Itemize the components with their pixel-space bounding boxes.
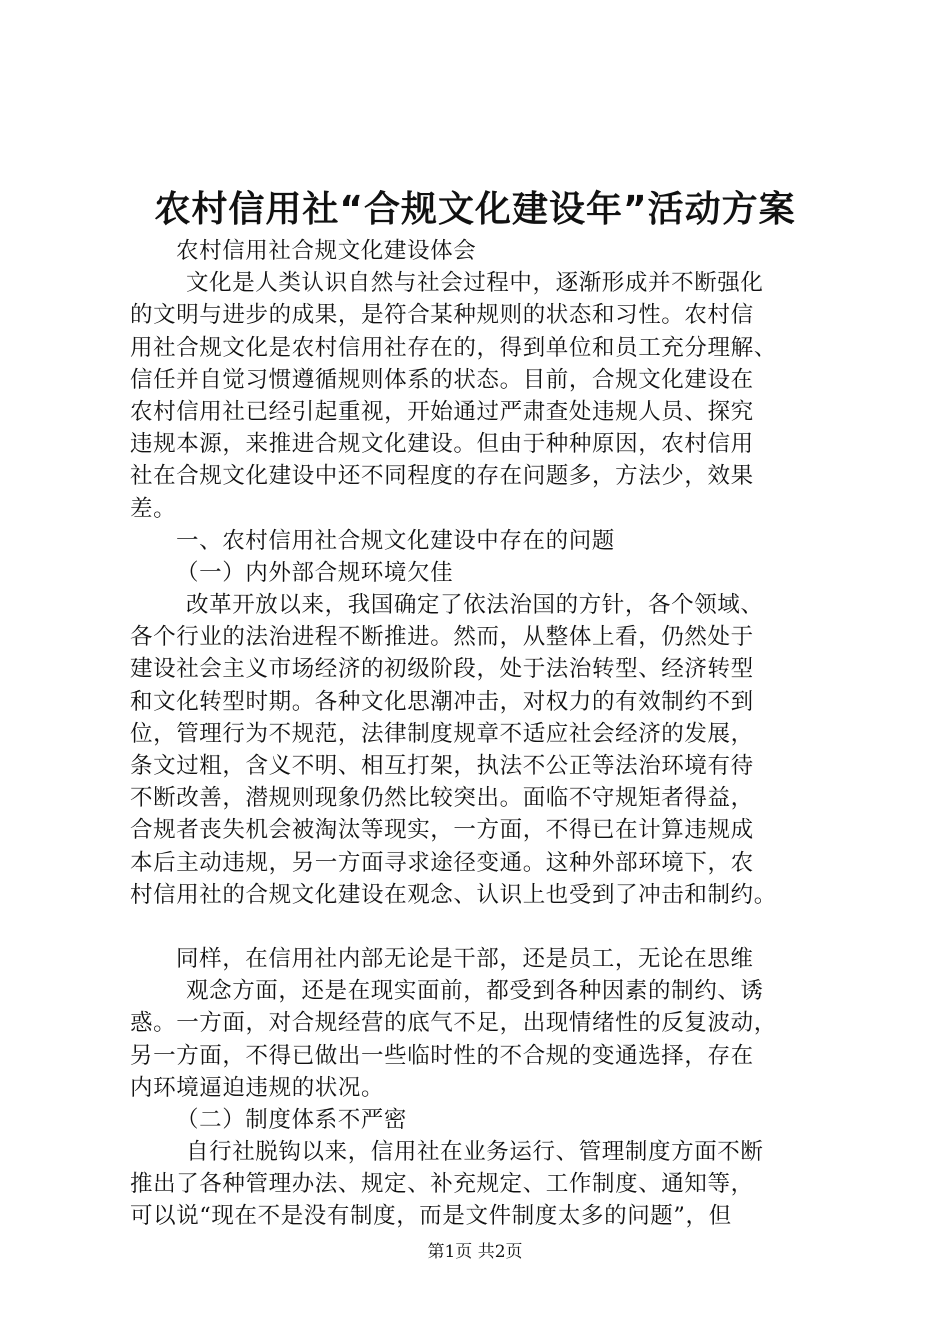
paragraph-line: 另一方面，不得已做出一些临时性的不合规的变通选择，存在 [130,1042,754,1069]
paragraph-line: 内环境逼迫违规的状况。 [130,1074,385,1101]
paragraph-line: 推出了各种管理办法、规定、补充规定、工作制度、通知等， [130,1171,754,1198]
paragraph-line: 建设社会主义市场经济的初级阶段，处于法治转型、经济转型 [130,656,754,683]
paragraph-gap [130,911,830,943]
page-footer: 第1页 共2页 [427,1242,523,1262]
paragraph-line: 信任并自觉习惯遵循规则体系的状态。目前，合规文化建设在 [130,366,754,393]
paragraph-line: 观念方面，还是在现实面前，都受到各种因素的制约、诱 [186,978,764,1005]
paragraph-line: 村信用社的合规文化建设在观念、认识上也受到了冲击和制约。 [130,881,777,908]
paragraph-line: 违规本源，来推进合规文化建设。但由于种种原因，农村信用 [130,431,754,458]
paragraph-line: 不断改善，潜规则现象仍然比较突出。面临不守规矩者得益， [130,785,754,812]
paragraph-line: 自行社脱钩以来，信用社在业务运行、管理制度方面不断 [186,1139,764,1166]
document-title: 农村信用社“合规文化建设年”活动方案 [154,189,796,230]
paragraph-line: 农村信用社已经引起重视，开始通过严肃查处违规人员、探究 [130,398,754,425]
paragraph-line: 惑。一方面，对合规经营的底气不足，出现情绪性的反复波动， [130,1010,777,1037]
paragraph-line: 差。 [130,495,177,522]
paragraph-line: 合规者丧失机会被淘汰等现实，一方面，不得已在计算违规成 [130,817,754,844]
paragraph-line: 社在合规文化建设中还不同程度的存在问题多，方法少，效果 [130,463,754,490]
paragraph-line: 同样，在信用社内部无论是干部，还是员工，无论在思维 [176,945,754,972]
paragraph-line: 的文明与进步的成果，是符合某种规则的状态和习性。农村信 [130,302,754,329]
document-body [130,235,830,1233]
paragraph-line: 和文化转型时期。各种文化思潮冲击，对权力的有效制约不到 [130,688,754,715]
paragraph-line: 可以说“现在不是没有制度，而是文件制度太多的问题”，但 [130,1203,732,1230]
paragraph-line: 改革开放以来，我国确定了依法治国的方针，各个领域、 [186,592,764,619]
subsection-heading: （一）内外部合规环境欠佳 [176,559,454,586]
paragraph-line: 用社合规文化是农村信用社存在的，得到单位和员工充分理解、 [130,334,777,361]
paragraph-line: 农村信用社合规文化建设体会 [176,238,477,264]
subsection-heading: （二）制度体系不严密 [176,1106,408,1133]
paragraph-line: 位，管理行为不规范，法律制度规章不适应社会经济的发展， [130,720,754,747]
paragraph-line: 各个行业的法治进程不断推进。然而，从整体上看，仍然处于 [130,624,754,651]
section-heading: 一、农村信用社合规文化建设中存在的问题 [176,527,615,554]
paragraph-line: 条文过粗，含义不明、相互打架，执法不公正等法治环境有待 [130,753,754,779]
paragraph-line: 文化是人类认识自然与社会过程中，逐渐形成并不断强化 [186,270,764,297]
paragraph-line: 本后主动违规，另一方面寻求途径变通。这种外部环境下，农 [130,849,754,876]
